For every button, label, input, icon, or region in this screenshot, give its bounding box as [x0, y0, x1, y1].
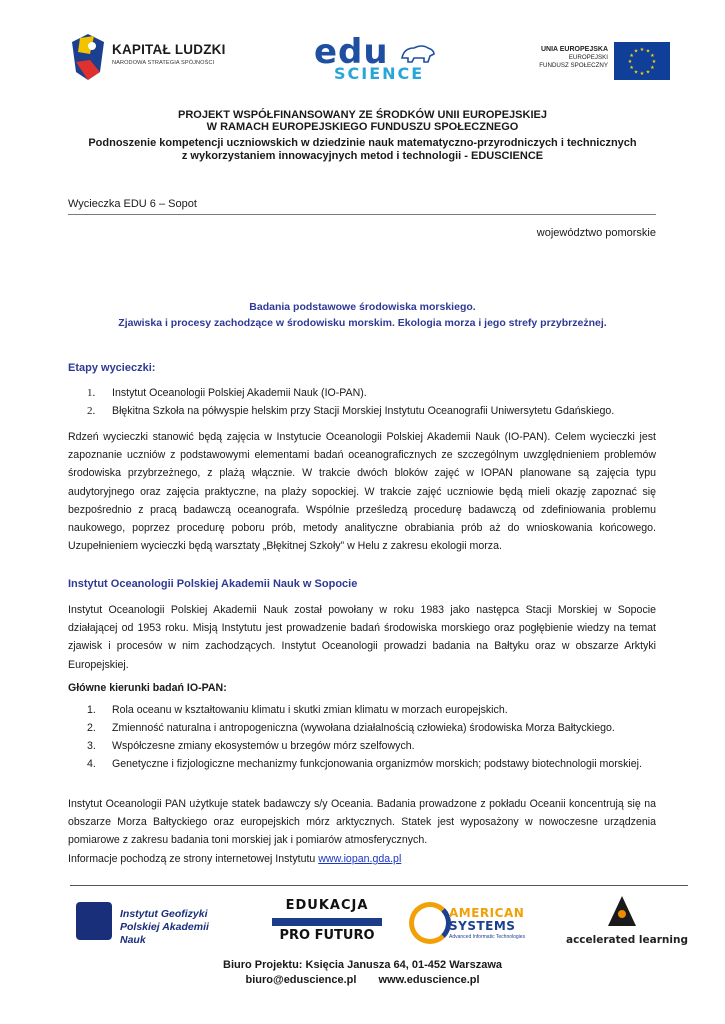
section-title: Instytut Oceanologii Polskiej Akademii Nauk w Sopocie — [68, 578, 358, 590]
accelerated-learning-text: accelerated learning — [565, 934, 688, 946]
edukacja-pro-futuro-logo — [262, 898, 392, 948]
stage-number: 1. — [87, 387, 96, 399]
project-line4: z wykorzystaniem innowacyjnych metod i technologii - EDUSCIENCE — [181, 150, 544, 162]
accelerated-learning-logo — [564, 896, 690, 948]
title-divider — [68, 214, 656, 215]
institute-paragraph: Instytut Oceanologii Polskiej Akademii Nauk został powołany w roku 1983 jako następca Stacji Morskiej w Sopocie działającej od 1953 roku. Misją Instytutu jest prowadzenie badań środowiska morskiego oraz pogłębienie wiedzy na temat zjawisk i procesów w nim zachodzących. Instytut Oceanologii prowadzi badania na Bałtyku oraz w obszarze Arktyki Europejskiej. — [68, 604, 656, 671]
eu-logo-line1: UNIA EUROPEJSKA — [540, 46, 608, 53]
american-tagline: Advanced Informatic Technologies — [449, 934, 526, 940]
project-line3: Podnoszenie kompetencji uczniowskich w dziedzinie nauk matematyczno-przyrodniczych i technicznych — [88, 137, 637, 149]
kapital-ludzki-title: KAPITAŁ LUDZKI — [112, 42, 226, 57]
footer-divider — [70, 885, 688, 886]
american-systems-swoosh-icon — [409, 902, 451, 944]
trip-title: Wycieczka EDU 6 – Sopot — [68, 198, 197, 210]
edukacja-line2: PRO FUTURO — [279, 928, 375, 943]
topic-heading-line1: Badania podstawowe środowiska morskiego. — [249, 301, 476, 313]
direction-item — [68, 756, 656, 792]
direction-text: Zmienność naturalna i antropogeniczna (wywołana działalnością człowieka) środowiska Morza Bałtyckiego. — [112, 722, 615, 734]
kapital-ludzki-subtitle: NARODOWA STRATEGIA SPÓJNOŚCI — [112, 60, 215, 66]
igf-line1: Instytut Geofizyki — [120, 908, 208, 920]
stages-title: Etapy wycieczki: — [68, 362, 156, 374]
direction-item — [68, 738, 656, 756]
eu-star-icon: ★ — [629, 53, 634, 59]
eduscience-logo-top: edu — [314, 32, 389, 72]
vessel-paragraph: Instytut Oceanologii PAN użytkuje statek badawczy s/y Oceania. Badania prowadzone z pokładu Oceanii koncentrują się na obszarze Morza Bałtyckiego oraz europejskich mórz arktycznych. Statek jest wyposażony w nowoczesne urządzenia pomiarowe z zakresu badania toni morskiej jak i pomiarów atmosferycznych. — [68, 798, 656, 847]
kapital-ludzki-logo — [70, 32, 240, 84]
polar-bear-icon — [400, 42, 436, 64]
eu-star-icon: ★ — [629, 65, 634, 71]
stage-number: 2. — [87, 405, 96, 417]
direction-text: Współczesne zmiany ekosystemów u brzegów mórz szelfowych. — [112, 740, 415, 752]
direction-text: Rola oceanu w kształtowaniu klimatu i skutki zmian klimatu w morzach europejskich. — [112, 704, 508, 716]
eu-logo — [530, 42, 670, 82]
igf-pan-text — [120, 908, 234, 947]
direction-text: Genetyczne i fizjologiczne mechanizmy funkcjonowania organizmów morskich; podstawy biotechnologii morskiej. — [112, 758, 642, 770]
igf-pan-logo — [74, 898, 234, 944]
project-subtitle — [0, 137, 725, 163]
topic-heading-line2: Zjawiska i procesy zachodzące w środowisku morskim. Ekologia morza i jego strefy przybrzeżnej. — [118, 317, 607, 329]
direction-number: 3. — [87, 740, 96, 752]
office-email: biuro@eduscience.pl — [245, 974, 357, 986]
accelerated-learning-dot-icon — [618, 910, 626, 918]
eu-star-icon: ★ — [639, 47, 645, 53]
eu-star-icon: ★ — [651, 59, 657, 65]
direction-number: 4. — [87, 758, 96, 770]
source-prefix: Informacje pochodzą ze strony internetowej Instytutu — [68, 853, 319, 865]
eduscience-logo — [312, 32, 438, 84]
office-address: Biuro Projektu: Księcia Janusza 64, 01-452 Warszawa — [223, 959, 502, 971]
topic-heading — [0, 299, 725, 331]
office-contact — [0, 973, 725, 988]
eu-star-icon: ★ — [645, 69, 651, 76]
iopan-link[interactable]: www.iopan.gda.pl — [318, 853, 402, 865]
source-line — [68, 853, 401, 865]
office-website: www.eduscience.pl — [378, 974, 480, 986]
eu-stars — [614, 42, 670, 80]
stage-text: Błękitna Szkoła na półwyspie helskim przy Stacji Morskiej Instytutu Oceanografii Uniwersytetu Gdańskiego. — [112, 405, 615, 417]
american-systems-logo — [407, 900, 553, 946]
direction-number: 2. — [87, 722, 96, 734]
direction-number: 1. — [87, 704, 96, 716]
eu-star-icon: ★ — [633, 69, 639, 76]
direction-item — [68, 720, 656, 738]
american-line2: SYSTEMS — [449, 919, 516, 933]
eu-star-icon: ★ — [639, 71, 645, 77]
intro-paragraph: Rdzeń wycieczki stanowić będą zajęcia w Instytucie Oceanologii Polskiej Akademii Nauk (IO-PAN). Celem wycieczki jest zapoznanie uczniów z podstawowymi elementami badań oceanograficznych ze szczególnym uwzględnieniem problemów środowiska przybrzeżnego, z plażą włącznie. W trakcie dwóch bloków zajęć w IOPAN planowane są zajęcia typu audytoryjnego oraz zajęcia praktyczne, na plaży sopockiej. W trakcie zajęć uczniowie będą mieli okazję zapoznać się bezpośrednio z pracą badawczą oceanografa. Wspólnie prześledzą procedurę badawczą od zdefiniowania problemu naukowego, poprzez procedurę poboru prób, metody analityczne obrabiania prób aż do wnioskowania końcowego. Uzupełnieniem wycieczki będą warsztaty „Błękitnej Szkoły” w Helu z zakresu ekologii morza. — [68, 431, 656, 553]
eu-star-icon: ★ — [627, 59, 633, 65]
eu-star-icon: ★ — [633, 48, 639, 55]
edukacja-bar-icon — [272, 918, 382, 926]
eu-logo-text — [539, 46, 608, 70]
eu-star-icon: ★ — [645, 48, 651, 55]
direction-item — [68, 702, 656, 720]
project-line1: PROJEKT WSPÓŁFINANSOWANY ZE ŚRODKÓW UNII EUROPEJSKIEJ — [178, 109, 547, 121]
igf-line2: Polskiej Akademii Nauk — [120, 921, 209, 946]
edukacja-line1: EDUKACJA — [285, 898, 369, 913]
project-header — [0, 109, 725, 133]
eduscience-logo-bottom: SCIENCE — [334, 64, 425, 83]
directions-title: Główne kierunki badań IO-PAN: — [68, 682, 227, 694]
kapital-ludzki-emblem-icon — [70, 32, 106, 82]
eu-logo-line3: FUNDUSZ SPOŁECZNY — [539, 62, 608, 69]
project-office — [0, 958, 725, 988]
stage-text: Instytut Oceanologii Polskiej Akademii Nauk (IO-PAN). — [112, 387, 367, 399]
eu-star-icon: ★ — [650, 53, 655, 59]
american-line1: AMERICAN — [449, 906, 525, 920]
project-line2: W RAMACH EUROPEJSKIEGO FUNDUSZU SPOŁECZNEGO — [206, 121, 519, 133]
igf-emblem-icon — [76, 902, 112, 940]
eu-flag-icon — [614, 42, 670, 80]
eu-star-icon: ★ — [650, 65, 655, 71]
region-label: województwo pomorskie — [536, 227, 656, 239]
eu-logo-line2: EUROPEJSKI — [568, 54, 608, 61]
